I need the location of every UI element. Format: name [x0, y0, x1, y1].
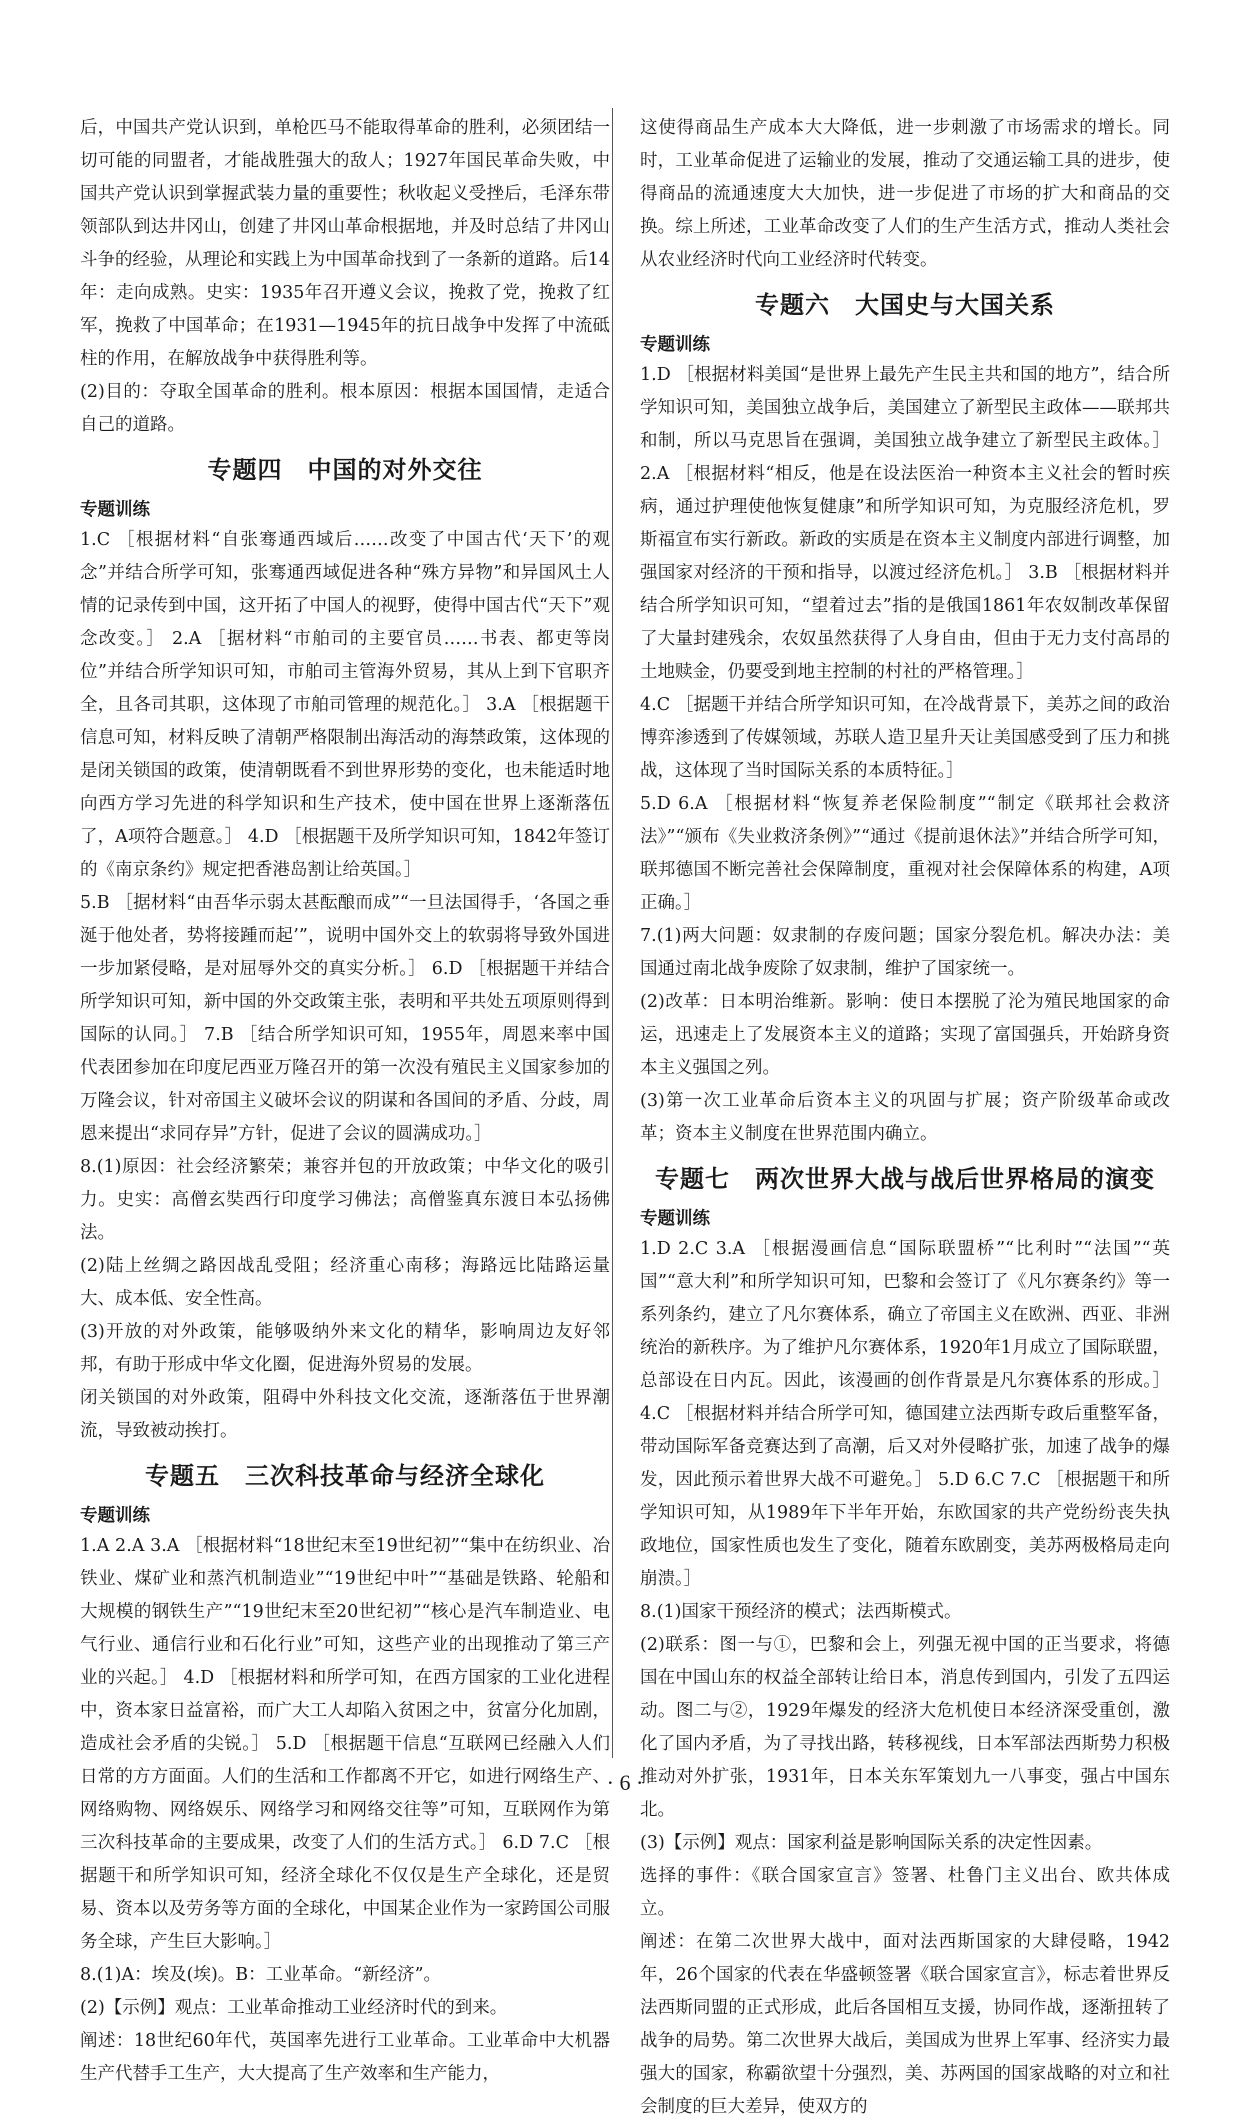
paragraph: 这使得商品生产成本大大降低，进一步刺激了市场需求的增长。同时，工业革命促进了运输业的发展，推动了交通运输工具的进步，使得商品的流通速度大大加快，进一步促进了市场的扩大和商品的交换。综上所述，工业革命改变了人们的生产生活方式，推动人类社会从农业经济时代向工业经济时代转变。 — [640, 118, 1170, 270]
subsection-heading: 专题训练 — [80, 1506, 150, 1526]
section-title-5: 专题五 三次科技革命与经济全球化 — [145, 1462, 545, 1490]
paragraph: 8.(1)A：埃及(埃)。B：工业革命。“新经济”。 — [80, 1965, 442, 1985]
paragraph: (3)【示例】观点：国家利益是影响国际关系的决定性因素。 — [640, 1833, 1103, 1853]
section-title-4: 专题四 中国的对外交往 — [207, 456, 483, 484]
paragraph: 阐述：18世纪60年代，英国率先进行工业革命。工业革命中大机器生产代替手工生产，大大提高了生产效率和生产能力， — [80, 2031, 610, 2084]
paragraph: 闭关锁国的对外政策，阻碍中外科技文化交流，逐渐落伍于世界潮流，导致被动挨打。 — [80, 1388, 610, 1441]
right-column — [640, 112, 1170, 2124]
paragraph: 5.D 6.A ［根据材料“恢复养老保险制度”“制定《联邦社会救济法》”“颁布《失业救济条例》”“通过《提前退休法》”并结合所学可知，联邦德国不断完善社会保障制度，重视对社会保障体系的构建，A项正确。］ — [640, 794, 1170, 913]
paragraph: 后，中国共产党认识到，单枪匹马不能取得革命的胜利，必须团结一切可能的同盟者，才能战胜强大的敌人；1927年国民革命失败，中国共产党认识到掌握武装力量的重要性；秋收起义受挫后，毛泽东带领部队到达井冈山，创建了井冈山革命根据地，并及时总结了井冈山斗争的经验，从理论和实践上为中国革命找到了一条新的道路。后14年：走向成熟。史实：1935年召开遵义会议，挽救了党，挽救了红军，挽救了中国革命；在1931—1945年的抗日战争中发挥了中流砥柱的作用，在解放战争中获得胜利等。 — [80, 118, 610, 369]
section-title-6: 专题六 大国史与大国关系 — [755, 291, 1055, 319]
paragraph: (2)目的：夺取全国革命的胜利。根本原因：根据本国国情，走适合自己的道路。 — [80, 382, 610, 435]
paragraph: 1.D 2.C 3.A ［根据漫画信息“国际联盟桥”“比利时”“法国”“英国”“意大利”和所学知识可知，巴黎和会签订了《凡尔赛条约》等一系列条约，建立了凡尔赛体系，确立了帝国主义在欧洲、西亚、非洲统治的新秩序。为了维护凡尔赛体系，1920年1月成立了国际联盟，总部设在日内瓦。因此，该漫画的创作背景是凡尔赛体系的形成。］ 4.C ［根据材料并结合所学可知，德国建立法西斯专政后重整军备，带动国际军备竞赛达到了高潮，后又对外侵略扩张，加速了战争的爆发，因此预示着世界大战不可避免。］ 5.D 6.C 7.C ［根据题干和所学知识可知，从1989年下半年开始，东欧国家的共产党纷纷丧失执政地位，国家性质也发生了变化，随着东欧剧变，美苏两极格局走向崩溃。］ — [640, 1239, 1170, 1589]
paragraph: 1.A 2.A 3.A ［根据材料“18世纪末至19世纪初”“集中在纺织业、冶铁业、煤矿业和蒸汽机制造业”“19世纪中叶”“基础是铁路、轮船和大规模的钢铁生产”“19世纪末至20世纪初”“核心是汽车制造业、电气行业、通信行业和石化行业”可知，这些产业的出现推动了第三产业的兴起。］ 4.D ［根据材料和所学可知，在西方国家的工业化进程中，资本家日益富裕，而广大工人却陷入贫困之中，贫富分化加剧，造成社会矛盾的尖锐。］ 5.D ［根据题干信息“互联网已经融入人们日常的方方面面。人们的生活和工作都离不开它，如进行网络生产、网络购物、网络娱乐、网络学习和网络交往等”可知，互联网作为第三次科技革命的主要成果，改变了人们的生活方式。］ 6.D 7.C ［根据题干和所学知识可知，经济全球化不仅仅是生产全球化，还是贸易、资本以及劳务等方面的全球化，中国某企业作为一家跨国公司服务全球，产生巨大影响。］ — [80, 1536, 610, 1952]
paragraph: 7.(1)两大问题：奴隶制的存废问题；国家分裂危机。解决办法：美国通过南北战争废除了奴隶制，维护了国家统一。 — [640, 926, 1170, 979]
subsection-heading: 专题训练 — [640, 335, 710, 355]
paragraph: (2)陆上丝绸之路因战乱受阻；经济重心南移；海路远比陆路运量大、成本低、安全性高。 — [80, 1256, 610, 1309]
paragraph: (2)【示例】观点：工业革命推动工业经济时代的到来。 — [80, 1998, 508, 2018]
paragraph: 8.(1)原因：社会经济繁荣；兼容并包的开放政策；中华文化的吸引力。史实：高僧玄奘西行印度学习佛法；高僧鉴真东渡日本弘扬佛法。 — [80, 1157, 610, 1243]
paragraph: 选择的事件：《联合国家宣言》签署、杜鲁门主义出台、欧共体成立。 — [640, 1866, 1170, 1919]
page-number: · 6 · — [606, 1770, 644, 1795]
paragraph: 4.C ［据题干并结合所学知识可知，在冷战背景下，美苏之间的政治博弈渗透到了传媒领域，苏联人造卫星升天让美国感受到了压力和挑战，这体现了当时国际关系的本质特征。］ — [640, 695, 1170, 781]
paragraph: 阐述：在第二次世界大战中，面对法西斯国家的大肆侵略，1942年，26个国家的代表在华盛顿签署《联合国家宣言》，标志着世界反法西斯同盟的正式形成，此后各国相互支援，协同作战，逐渐扭转了战争的局势。第二次世界大战后，美国成为世界上军事、经济实力最强大的国家，称霸欲望十分强烈，美、苏两国的国家战略的对立和社会制度的巨大差异，使双方的 — [640, 1932, 1170, 2117]
paragraph: 1.D ［根据材料美国“是世界上最先产生民主共和国的地方”，结合所学知识可知，美国独立战争后，美国建立了新型民主政体——联邦共和制，所以马克思旨在强调，美国独立战争建立了新型民主政体。］ 2.A ［根据材料“相反，他是在设法医治一种资本主义社会的暂时疾病，通过护理使他恢复健康”和所学知识可知，为克服经济危机，罗斯福宣布实行新政。新政的实质是在资本主义制度内部进行调整，加强国家对经济的干预和指导，以渡过经济危机。］ 3.B ［根据材料并结合所学知识可知，“望着过去”指的是俄国1861年农奴制改革保留了大量封建残余，农奴虽然获得了人身自由，但由于无力支付高昂的土地赎金，仍要受到地主控制的村社的严格管理。］ — [640, 365, 1170, 682]
paragraph: 8.(1)国家干预经济的模式；法西斯模式。 — [640, 1602, 962, 1622]
paragraph: 5.B ［据材料“由吾华示弱太甚酝酿而成”“一旦法国得手，‘各国之垂涎于他处者，势将接踵而起’”，说明中国外交上的软弱将导致外国进一步加紧侵略，是对屈辱外交的真实分析。］ 6.D ［根据题干并结合所学知识可知，新中国的外交政策主张，表明和平共处五项原则得到国际的认同。］ 7.B ［结合所学知识可知，1955年，周恩来率中国代表团参加在印度尼西亚万隆召开的第一次没有殖民主义国家参加的万隆会议，针对帝国主义破坏会议的阴谋和各国间的矛盾、分歧，周恩来提出“求同存异”方针，促进了会议的圆满成功。］ — [80, 893, 610, 1144]
section-title-7: 专题七 两次世界大战与战后世界格局的演变 — [655, 1165, 1155, 1193]
paragraph: (2)联系：图一与①，巴黎和会上，列强无视中国的正当要求，将德国在中国山东的权益全部转让给日本，消息传到国内，引发了五四运动。图二与②，1929年爆发的经济大危机使日本经济深受重创，激化了国内矛盾，为了寻找出路，转移视线，日本军部法西斯势力积极推动对外扩张，1931年，日本关东军策划九一八事变，强占中国东北。 — [640, 1635, 1170, 1820]
paragraph: 1.C ［根据材料“自张骞通西域后……改变了中国古代‘天下’的观念”并结合所学可知，张骞通西域促进各种“殊方异物”和异国风土人情的记录传到中国，这开拓了中国人的视野，使得中国古代“天下”观念改变。］ 2.A ［据材料“市舶司的主要官员……书表、都吏等岗位”并结合所学知识可知，市舶司主管海外贸易，其从上到下官职齐全，且各司其职，这体现了市舶司管理的规范化。］ 3.A ［根据题干信息可知，材料反映了清朝严格限制出海活动的海禁政策，这体现的是闭关锁国的政策，使清朝既看不到世界形势的变化，也未能适时地向西方学习先进的科学知识和生产技术，使中国在世界上逐渐落伍了，A项符合题意。］ 4.D ［根据题干及所学知识可知，1842年签订的《南京条约》规定把香港岛割让给英国。］ — [80, 530, 610, 880]
column-divider — [612, 108, 613, 1758]
paragraph: (3)第一次工业革命后资本主义的巩固与扩展；资产阶级革命或改革；资本主义制度在世界范围内确立。 — [640, 1091, 1170, 1144]
paragraph: (3)开放的对外政策，能够吸纳外来文化的精华，影响周边友好邻邦，有助于形成中华文化圈，促进海外贸易的发展。 — [80, 1322, 610, 1375]
paragraph: (2)改革：日本明治维新。影响：使日本摆脱了沦为殖民地国家的命运，迅速走上了发展资本主义的道路；实现了富国强兵，开始跻身资本主义强国之列。 — [640, 992, 1170, 1078]
subsection-heading: 专题训练 — [80, 500, 150, 520]
subsection-heading: 专题训练 — [640, 1209, 710, 1229]
